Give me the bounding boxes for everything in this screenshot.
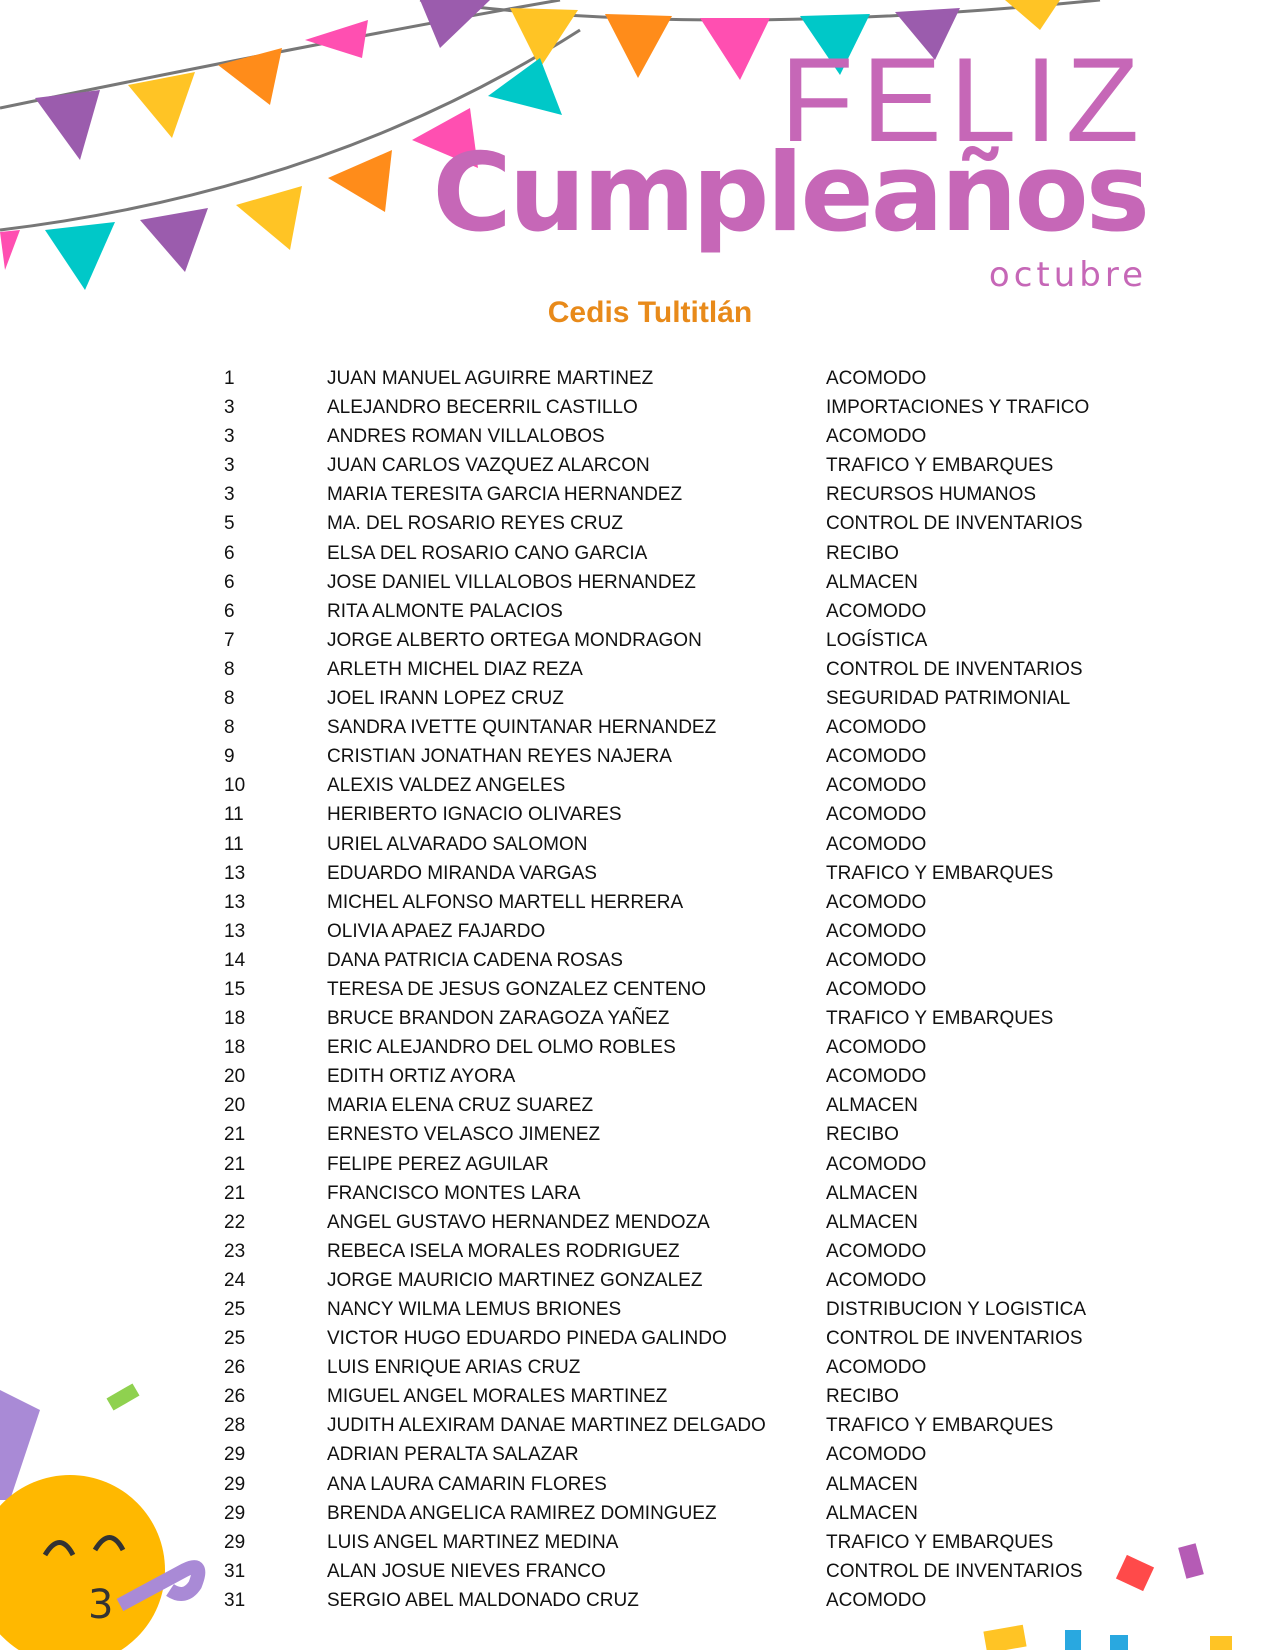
birthday-day: 29: [224, 1531, 246, 1553]
employee-department: ALMACEN: [826, 1502, 918, 1524]
list-item: [0, 888, 1275, 917]
birthday-day: 3: [224, 397, 235, 419]
list-item: [0, 742, 1275, 771]
employee-department: TRAFICO Y EMBARQUES: [826, 455, 1054, 477]
employee-department: ACOMODO: [826, 600, 927, 622]
employee-department: TRAFICO Y EMBARQUES: [826, 1008, 1054, 1030]
employee-department: RECIBO: [826, 1124, 899, 1146]
employee-name: FELIPE PEREZ AGUILAR: [327, 1153, 549, 1175]
list-item: [0, 713, 1275, 742]
employee-department: ACOMODO: [826, 949, 927, 971]
employee-name: LUIS ENRIQUE ARIAS CRUZ: [327, 1357, 581, 1379]
employee-department: ACOMODO: [826, 1153, 927, 1175]
birthday-day: 25: [224, 1328, 246, 1350]
employee-department: TRAFICO Y EMBARQUES: [826, 862, 1054, 884]
employee-department: ACOMODO: [826, 920, 927, 942]
employee-department: CONTROL DE INVENTARIOS: [826, 658, 1083, 680]
list-item: [0, 946, 1275, 975]
birthday-day: 29: [224, 1473, 246, 1495]
employee-name: SERGIO ABEL MALDONADO CRUZ: [327, 1589, 639, 1611]
employee-department: LOGÍSTICA: [826, 629, 928, 651]
employee-department: ALMACEN: [826, 1182, 918, 1204]
employee-name: ERIC ALEJANDRO DEL OLMO ROBLES: [327, 1037, 676, 1059]
employee-name: JUAN MANUEL AGUIRRE MARTINEZ: [327, 368, 654, 389]
list-item: [0, 1266, 1275, 1295]
employee-name: MIGUEL ANGEL MORALES MARTINEZ: [327, 1386, 668, 1408]
employee-department: CONTROL DE INVENTARIOS: [826, 1328, 1083, 1350]
employee-name: ALEXIS VALDEZ ANGELES: [327, 775, 566, 797]
list-item: [0, 1062, 1275, 1091]
employee-name: NANCY WILMA LEMUS BRIONES: [327, 1299, 622, 1320]
list-item: [0, 917, 1275, 946]
employee-name: ALEJANDRO BECERRIL CASTILLO: [327, 397, 638, 419]
employee-name: ANDRES ROMAN VILLALOBOS: [327, 426, 605, 448]
birthday-day: 31: [224, 1589, 246, 1611]
birthday-day: 20: [224, 1066, 246, 1088]
birthday-day: 6: [224, 571, 235, 593]
employee-name: ADRIAN PERALTA SALAZAR: [327, 1444, 579, 1466]
list-item: [0, 568, 1275, 597]
employee-name: MA. DEL ROSARIO REYES CRUZ: [327, 513, 623, 535]
list-item: [0, 1324, 1275, 1353]
birthday-day: 14: [224, 949, 246, 971]
list-item: [0, 480, 1275, 509]
birthday-day: 21: [224, 1124, 246, 1146]
title-cumpleanos: Cumpleaños: [432, 131, 1147, 256]
birthday-day: 13: [224, 891, 246, 913]
list-item: [0, 422, 1275, 451]
list-item: [0, 1033, 1275, 1062]
employee-name: VICTOR HUGO EDUARDO PINEDA GALINDO: [327, 1328, 727, 1350]
employee-department: ACOMODO: [826, 833, 927, 855]
employee-name: JOSE DANIEL VILLALOBOS HERNANDEZ: [327, 571, 696, 593]
employee-department: RECURSOS HUMANOS: [826, 484, 1037, 506]
title-feliz: FELIZ: [780, 33, 1147, 167]
birthday-day: 29: [224, 1502, 246, 1524]
employee-name: MARIA TERESITA GARCIA HERNANDEZ: [327, 484, 683, 506]
list-item: [0, 626, 1275, 655]
employee-name: OLIVIA APAEZ FAJARDO: [327, 920, 546, 942]
birthday-day: 11: [224, 833, 244, 855]
list-item: [0, 655, 1275, 684]
employee-name: BRENDA ANGELICA RAMIREZ DOMINGUEZ: [327, 1502, 717, 1524]
employee-department: ACOMODO: [826, 1357, 927, 1379]
birthday-day: 11: [224, 804, 244, 826]
employee-department: SEGURIDAD PATRIMONIAL: [826, 688, 1071, 710]
list-item: [0, 800, 1275, 829]
list-item: [0, 1179, 1275, 1208]
employee-department: ACOMODO: [826, 1066, 927, 1088]
employee-name: URIEL ALVARADO SALOMON: [327, 833, 588, 855]
birthday-day: 23: [224, 1240, 246, 1262]
birthday-day: 6: [224, 542, 235, 564]
employee-name: SANDRA IVETTE QUINTANAR HERNANDEZ: [327, 717, 717, 739]
employee-department: ACOMODO: [826, 1444, 927, 1466]
employee-name: JORGE MAURICIO MARTINEZ GONZALEZ: [327, 1269, 703, 1291]
employee-name: REBECA ISELA MORALES RODRIGUEZ: [327, 1240, 680, 1262]
employee-department: ALMACEN: [826, 1211, 918, 1233]
employee-name: RITA ALMONTE PALACIOS: [327, 600, 563, 622]
employee-department: ACOMODO: [826, 978, 927, 1000]
birthday-day: 28: [224, 1415, 246, 1437]
location-subtitle: Cedis Tultitlán: [547, 296, 753, 329]
employee-department: ACOMODO: [826, 426, 927, 448]
employee-department: CONTROL DE INVENTARIOS: [826, 513, 1083, 535]
birthday-day: 6: [224, 600, 235, 622]
employee-name: ELSA DEL ROSARIO CANO GARCIA: [327, 542, 648, 564]
title-month: octubre: [988, 255, 1147, 295]
birthday-day: 3: [224, 484, 235, 506]
birthday-day: 26: [224, 1386, 246, 1408]
employee-name: LUIS ANGEL MARTINEZ MEDINA: [327, 1531, 619, 1553]
birthday-day: 21: [224, 1182, 246, 1204]
list-item: [0, 393, 1275, 422]
employee-name: JUAN CARLOS VAZQUEZ ALARCON: [327, 455, 650, 477]
employee-department: ACOMODO: [826, 891, 927, 913]
employee-name: JOEL IRANN LOPEZ CRUZ: [327, 688, 564, 710]
list-item: [0, 859, 1275, 888]
employee-name: JORGE ALBERTO ORTEGA MONDRAGON: [327, 629, 702, 651]
birthday-day: 20: [224, 1095, 246, 1117]
birthday-day: 3: [224, 426, 235, 448]
employee-name: ALAN JOSUE NIEVES FRANCO: [327, 1560, 606, 1582]
employee-name: JUDITH ALEXIRAM DANAE MARTINEZ DELGADO: [327, 1415, 766, 1437]
employee-department: ACOMODO: [826, 804, 927, 826]
employee-department: ALMACEN: [826, 571, 918, 593]
employee-department: ACOMODO: [826, 1240, 927, 1262]
employee-department: ACOMODO: [826, 717, 927, 739]
list-item: [0, 684, 1275, 713]
list-item: [0, 771, 1275, 800]
employee-department: ACOMODO: [826, 746, 927, 768]
list-item: [0, 1150, 1275, 1179]
employee-name: MICHEL ALFONSO MARTELL HERRERA: [327, 891, 684, 913]
svg-text:3: 3: [88, 1582, 114, 1628]
list-item: [0, 451, 1275, 480]
birthday-day: 5: [224, 513, 235, 535]
employee-department: IMPORTACIONES Y TRAFICO: [826, 397, 1090, 419]
employee-name: MARIA ELENA CRUZ SUAREZ: [327, 1095, 594, 1117]
birthday-day: 10: [224, 775, 246, 797]
birthday-day: 31: [224, 1560, 246, 1582]
party-emoji-icon: [0, 1380, 240, 1650]
employee-department: RECIBO: [826, 1386, 899, 1408]
list-item: [0, 539, 1275, 568]
employee-department: TRAFICO Y EMBARQUES: [826, 1415, 1054, 1437]
birthday-day: 13: [224, 920, 246, 942]
birthday-day: 21: [224, 1153, 246, 1175]
employee-department: RECIBO: [826, 542, 899, 564]
birthday-day: 7: [224, 629, 235, 651]
employee-name: ANGEL GUSTAVO HERNANDEZ MENDOZA: [327, 1211, 710, 1233]
birthday-day: 25: [224, 1299, 246, 1320]
birthday-day: 8: [224, 658, 235, 680]
birthday-day: 22: [224, 1211, 246, 1233]
birthday-day: 8: [224, 717, 235, 739]
confetti-icon: [980, 1540, 1275, 1650]
employee-department: CONTROL DE INVENTARIOS: [826, 1560, 1083, 1582]
employee-department: ACOMODO: [826, 1589, 927, 1611]
birthday-day: 18: [224, 1037, 246, 1059]
list-item: [0, 975, 1275, 1004]
birthday-day: 1: [224, 368, 235, 389]
employee-name: ARLETH MICHEL DIAZ REZA: [327, 658, 583, 680]
employee-name: TERESA DE JESUS GONZALEZ CENTENO: [327, 978, 707, 1000]
employee-name: CRISTIAN JONATHAN REYES NAJERA: [327, 746, 672, 768]
list-item: [0, 830, 1275, 859]
employee-name: EDITH ORTIZ AYORA: [327, 1066, 516, 1088]
employee-name: ERNESTO VELASCO JIMENEZ: [327, 1124, 601, 1146]
list-item: [0, 1208, 1275, 1237]
employee-department: TRAFICO Y EMBARQUES: [826, 1531, 1054, 1553]
birthday-day: 13: [224, 862, 246, 884]
list-item: [0, 1295, 1275, 1324]
list-item: [0, 1091, 1275, 1120]
employee-department: ACOMODO: [826, 775, 927, 797]
list-item: [0, 1353, 1275, 1382]
birthday-day: 18: [224, 1008, 246, 1030]
employee-name: BRUCE BRANDON ZARAGOZA YAÑEZ: [327, 1008, 670, 1030]
birthday-day: 26: [224, 1357, 246, 1379]
employee-name: ANA LAURA CAMARIN FLORES: [327, 1473, 607, 1495]
employee-name: DANA PATRICIA CADENA ROSAS: [327, 949, 623, 971]
employee-name: HERIBERTO IGNACIO OLIVARES: [327, 804, 622, 826]
employee-name: FRANCISCO MONTES LARA: [327, 1182, 581, 1204]
list-item: [0, 509, 1275, 538]
birthday-day: 8: [224, 688, 235, 710]
employee-department: ACOMODO: [826, 1269, 927, 1291]
birthday-day: 29: [224, 1444, 246, 1466]
birthday-day: 24: [224, 1269, 246, 1291]
list-item: [0, 1237, 1275, 1266]
employee-department: ALMACEN: [826, 1473, 918, 1495]
list-item: [0, 364, 1275, 393]
employee-department: ACOMODO: [826, 1037, 927, 1059]
employee-department: ACOMODO: [826, 368, 927, 389]
list-item: [0, 1120, 1275, 1149]
list-item: [0, 597, 1275, 626]
employee-department: ALMACEN: [826, 1095, 918, 1117]
list-item: [0, 1004, 1275, 1033]
employee-name: EDUARDO MIRANDA VARGAS: [327, 862, 597, 884]
birthday-day: 3: [224, 455, 235, 477]
birthday-day: 9: [224, 746, 235, 768]
employee-department: DISTRIBUCION Y LOGISTICA: [826, 1299, 1087, 1320]
birthday-day: 15: [224, 978, 246, 1000]
